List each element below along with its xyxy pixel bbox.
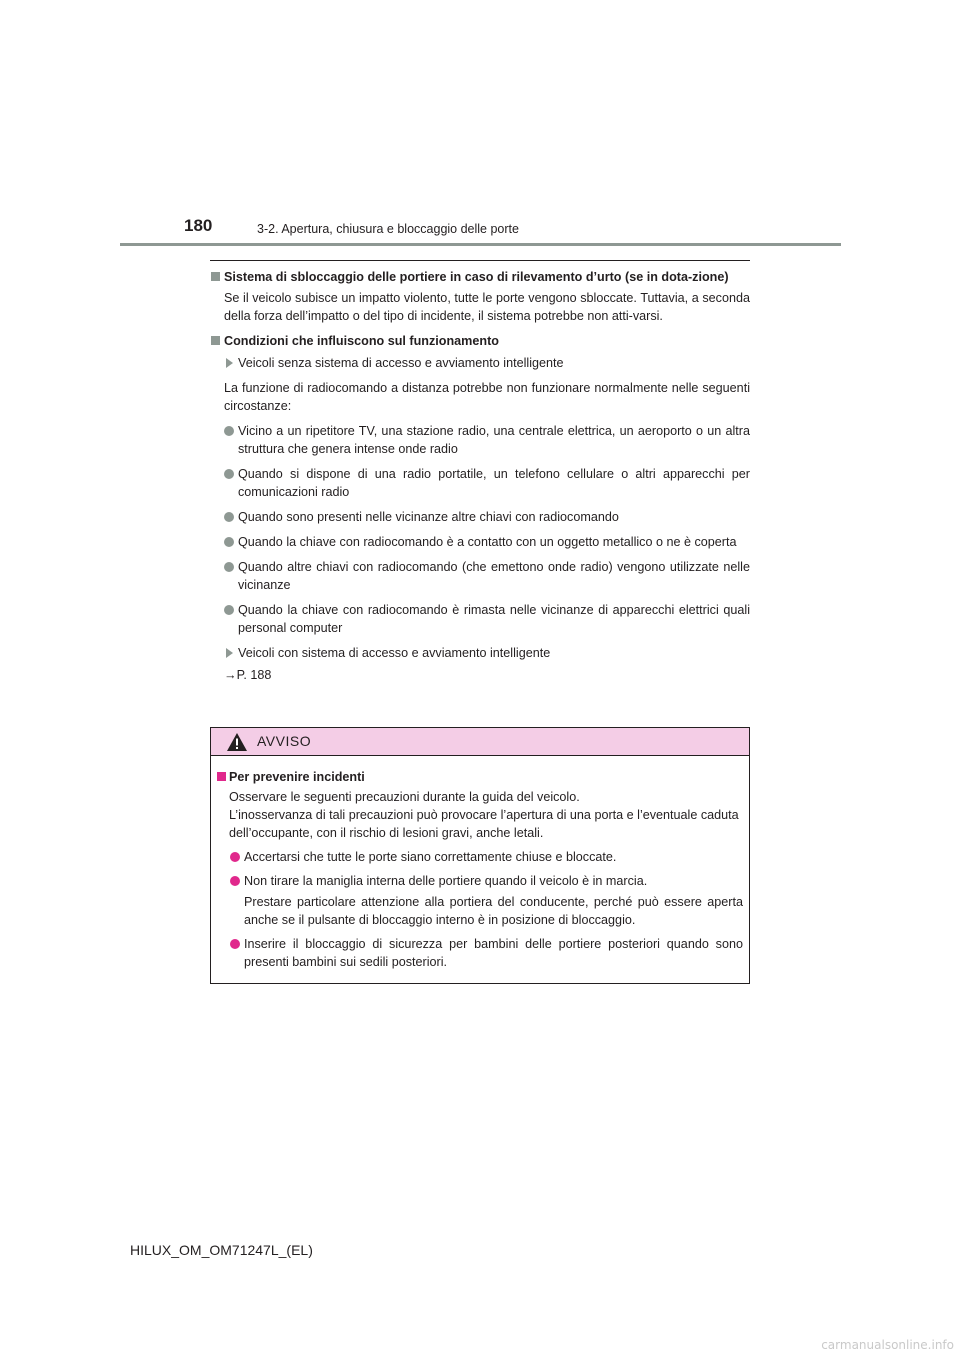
list-item-text: Non tirare la maniglia interna delle portiere quando il veicolo è in marcia.: [244, 874, 648, 888]
circle-bullet-icon: [224, 562, 234, 572]
section-heading-impact-unlock: [210, 268, 750, 286]
heading-text: Condizioni che influiscono sul funzionamento: [224, 334, 499, 348]
triangle-right-icon: [226, 358, 233, 368]
list-item-text: Vicino a un ripetitore TV, una stazione radio, una centrale elettrica, un aeroporto o un altra struttura che genera intense onde radio: [238, 424, 750, 456]
list-item-text: Accertarsi che tutte le porte siano correttamente chiuse e bloccate.: [244, 850, 617, 864]
subheading-text: Veicoli senza sistema di accesso e avviamento intelligente: [238, 356, 564, 370]
square-bullet-icon: [211, 336, 220, 345]
paragraph: La funzione di radiocomando a distanza potrebbe non funzionare normalmente nelle seguenti circostanze:: [224, 381, 750, 413]
circle-bullet-icon: [224, 605, 234, 615]
subheading-without-smart-entry: [210, 354, 750, 372]
heading-text: Sistema di sbloccaggio delle portiere in caso di rilevamento d’urto (se in dota-zione): [224, 270, 729, 284]
circle-bullet-icon: [230, 876, 240, 886]
circle-bullet-icon: [224, 426, 234, 436]
list-item: [210, 533, 750, 551]
warning-text: Osservare le seguenti precauzioni durante la guida del veicolo.: [229, 790, 580, 804]
section-heading-conditions: [210, 332, 750, 350]
list-item-text: Quando altre chiavi con radiocomando (che emettono onde radio) vengono utilizzate nelle vicinanze: [238, 560, 750, 592]
watermark: carmanualsonline.info: [821, 1338, 954, 1352]
list-item: [210, 558, 750, 594]
page-reference-link[interactable]: →P. 188: [224, 668, 272, 682]
warning-label: AVVISO: [257, 733, 312, 749]
circle-bullet-icon: [230, 852, 240, 862]
page-number: 180: [184, 216, 213, 235]
document-id: HILUX_OM_OM71247L_(EL): [130, 1242, 313, 1258]
heading-text: Per prevenire incidenti: [229, 770, 365, 784]
warning-body: [211, 756, 749, 971]
warning-text: L’inosservanza di tali precauzioni può provocare l’apertura di una porta e l’eventuale caduta dell’occupante, con il rischio di lesioni gravi, anche letali.: [229, 808, 739, 840]
content-divider: [210, 260, 750, 261]
warning-box: [210, 727, 750, 984]
list-item: [210, 422, 750, 458]
list-item-text: Quando sono presenti nelle vicinanze altre chiavi con radiocomando: [238, 510, 619, 524]
triangle-right-icon: [226, 648, 233, 658]
circle-bullet-icon: [224, 537, 234, 547]
warning-heading: [217, 768, 743, 786]
list-item: [210, 465, 750, 501]
subheading-text: Veicoli con sistema di accesso e avviamento intelligente: [238, 646, 551, 660]
header-rule: [120, 243, 841, 246]
warning-list-item: [217, 935, 743, 971]
warning-list-item: [217, 848, 743, 866]
warning-header: [211, 728, 749, 756]
warning-triangle-icon: [226, 732, 248, 757]
circle-bullet-icon: [224, 512, 234, 522]
warning-list-item: [217, 872, 743, 890]
list-item-text: Quando la chiave con radiocomando è a contatto con un oggetto metallico o ne è coperta: [238, 535, 737, 549]
square-bullet-icon: [217, 772, 226, 781]
paragraph: Se il veicolo subisce un impatto violento, tutte le porte vengono sbloccate. Tuttavia, a seconda della forza dell’impatto o del tipo di incidente, il sistema potrebbe non atti-varsi.: [224, 291, 750, 323]
list-item-text: Quando si dispone di una radio portatile, un telefono cellulare o altri apparecchi per comunicazioni radio: [238, 467, 750, 499]
square-bullet-icon: [211, 272, 220, 281]
warning-list-item-continuation: Prestare particolare attenzione alla portiera del conducente, perché può essere aperta anche se il pulsante di bloccaggio interno è in posizione di bloccaggio.: [244, 895, 743, 927]
subheading-with-smart-entry: [210, 644, 750, 662]
circle-bullet-icon: [230, 939, 240, 949]
list-item: [210, 601, 750, 637]
section-title: 3-2. Apertura, chiusura e bloccaggio delle porte: [257, 222, 519, 236]
list-item-text: Inserire il bloccaggio di sicurezza per bambini delle portiere posteriori quando sono presenti bambini sui sedili posteriori.: [244, 937, 743, 969]
list-item-text: Quando la chiave con radiocomando è rimasta nelle vicinanze di apparecchi elettrici quali personal computer: [238, 603, 750, 635]
circle-bullet-icon: [224, 469, 234, 479]
list-item: [210, 508, 750, 526]
main-content: [210, 266, 750, 684]
